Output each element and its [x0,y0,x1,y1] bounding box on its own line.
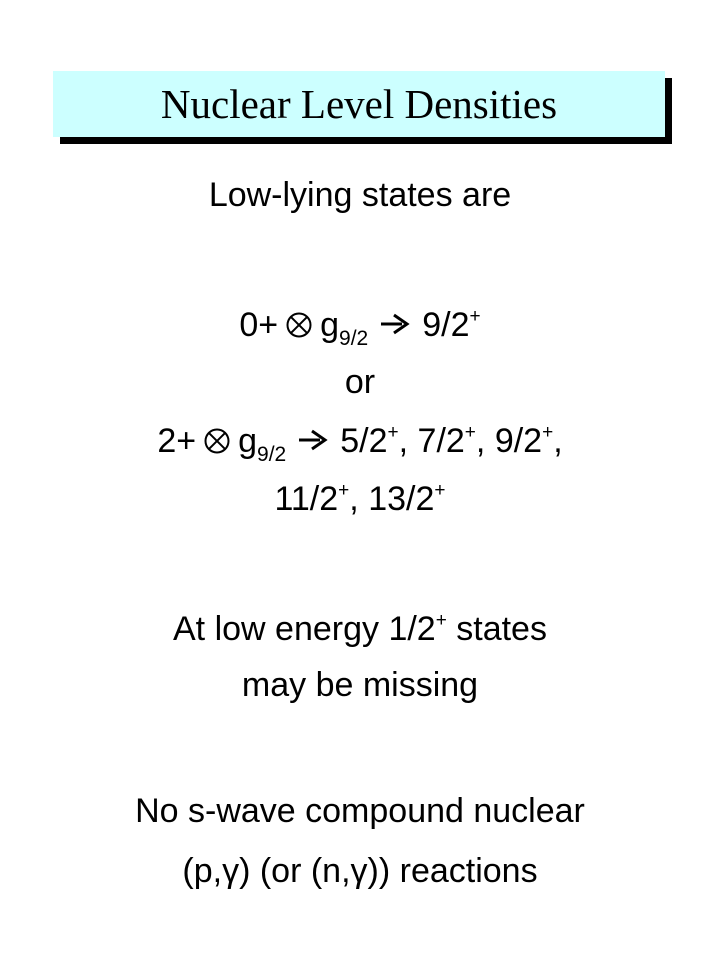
coupling2-result-9-2-sup: + [542,422,554,443]
coupling1-result-sup: + [469,306,481,327]
right-arrow-icon [380,313,410,335]
coupling1-orbital: g [320,306,340,344]
coupling2-result-7-2: 7/2 [417,422,465,460]
coupling2-result-5-2-sup: + [387,422,399,443]
coupling1-orbital-sub: 9/2 [339,327,369,350]
coupling2-orbital: g [238,422,258,460]
coupling2-sep: , [349,480,359,518]
low-energy-sup: + [435,610,447,631]
low-energy-line-1 [0,609,720,649]
coupling1-result: 9/2 [422,306,470,344]
coupling2-sep: , [475,422,486,460]
coupling2-sep: , [398,422,409,460]
low-energy-line-2: may be missing [241,666,479,704]
right-arrow-icon [298,429,328,451]
coupling2-result-13-2: 13/2 [368,480,435,518]
coupling-line-1 [0,305,720,350]
conclusion-line-2: (p,γ) (or (n,γ)) reactions [182,852,538,890]
circled-times-icon [204,428,230,454]
coupling-line-2-cont [0,479,720,519]
coupling2-orbital-sub: 9/2 [257,443,287,466]
coupling2-result-9-2: 9/2 [494,422,543,460]
low-energy-suffix: states [446,610,547,648]
title-box [53,71,665,137]
coupling2-result-7-2-sup: + [464,422,476,443]
coupling-line-2 [0,421,720,466]
coupling2-result-11-2-sup: + [338,480,350,501]
page-title: Nuclear Level Densities [160,80,558,127]
conclusion-line-1: No s-wave compound nuclear [135,792,585,830]
coupling2-sep: , [553,422,563,460]
coupling2-result-11-2: 11/2 [274,480,339,518]
low-energy-prefix: At low energy 1/2 [173,610,436,648]
coupling1-lhs: 0+ [239,306,279,344]
coupling2-lhs: 2+ [157,422,197,460]
circled-times-icon [286,312,312,338]
coupling2-result-5-2: 5/2 [340,422,388,460]
or-line: or [344,363,376,401]
coupling2-result-13-2-sup: + [434,480,446,501]
intro-line: Low-lying states are [208,176,512,214]
